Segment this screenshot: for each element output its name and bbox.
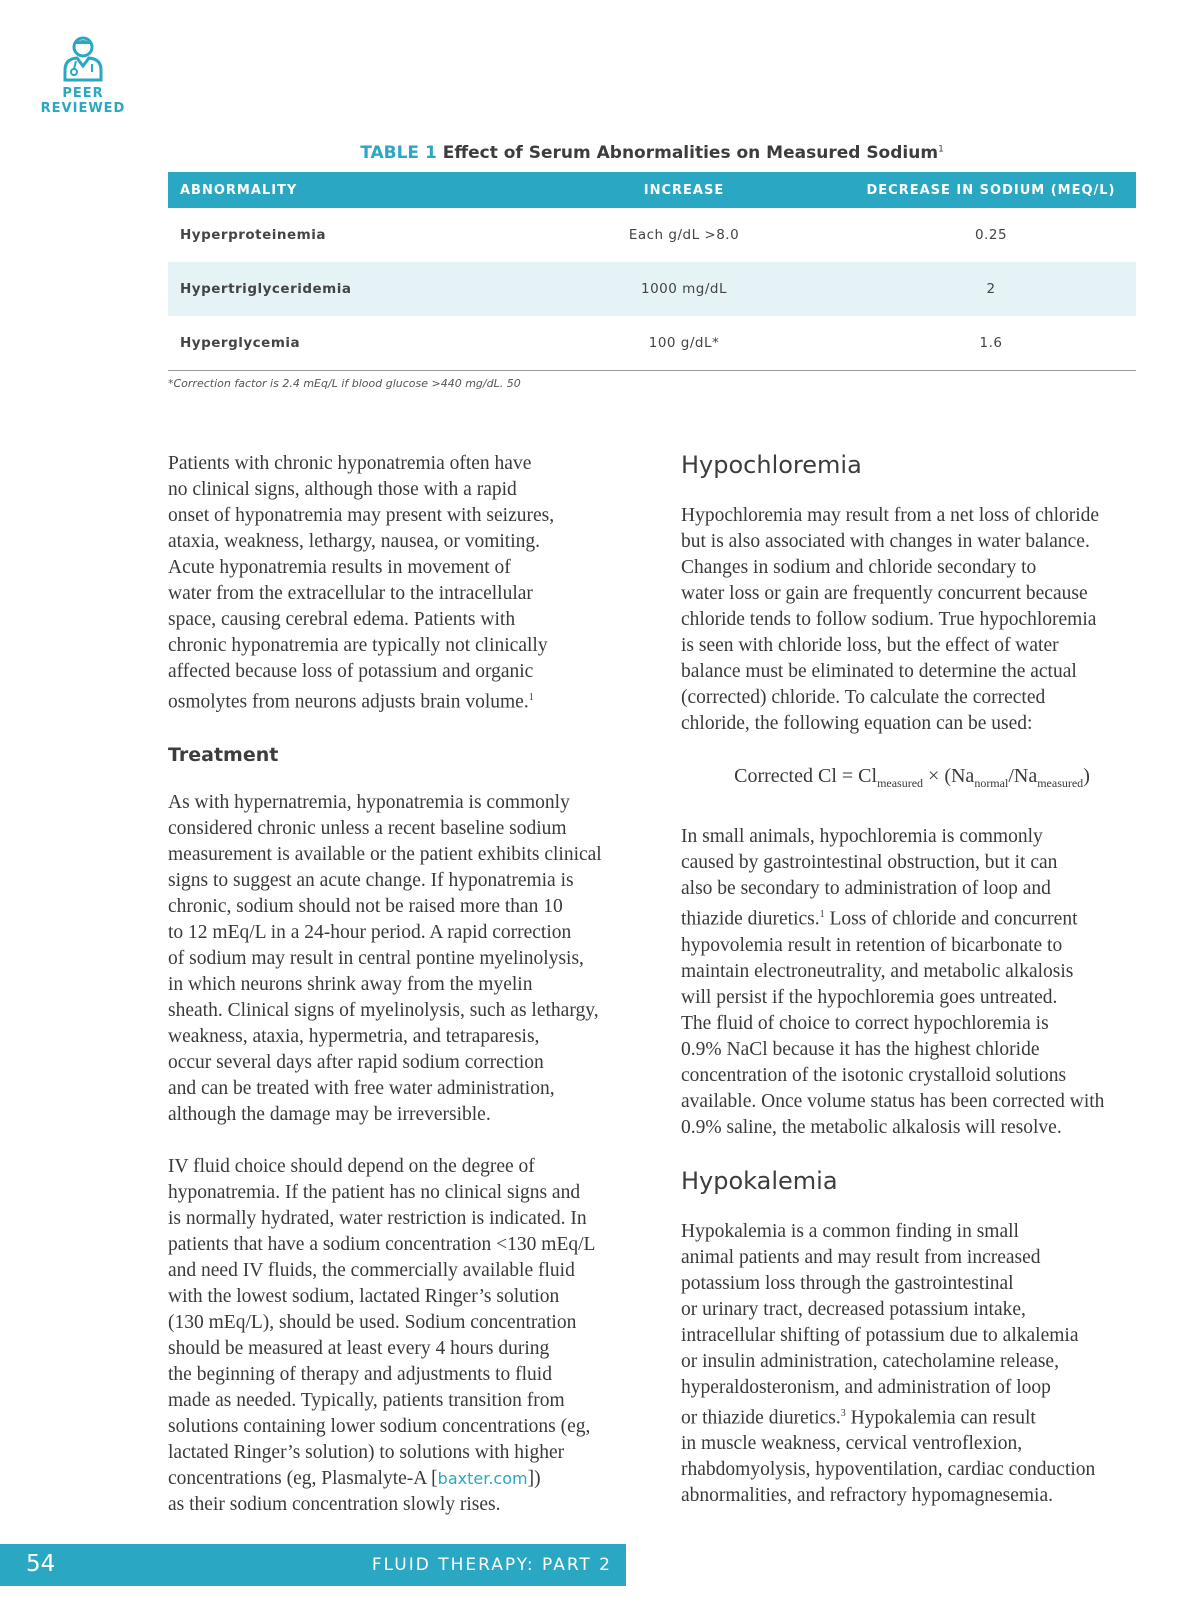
page-footer: [0, 1544, 626, 1586]
table-label: TABLE 1: [360, 143, 437, 163]
citation-ref: 3: [840, 1407, 846, 1419]
paragraph-iv-fluid: [168, 1154, 628, 1518]
baxter-link[interactable]: baxter.com: [437, 1468, 528, 1488]
cell-decrease: 0.25: [974, 227, 1008, 243]
cell-decrease: 1.6: [846, 316, 1136, 371]
eq-lhs: Corrected Cl = Cl: [734, 765, 878, 787]
paragraph-text: IV fluid choice should depend on the degree of hyponatremia. If the patient has no clinical signs and is normally hydrated, water restriction is indicated. In patients that have a sodium concentration <130 mEq/L and need IV fluids, the commercially available fluid with the lowest sodium, lactated Ringer’s solution (130 mEq/L), should be used. Sodium concentration should be measured at least every 4 hours during the beginning of therapy and adjustments to fluid made as needed. Typically, patients transition from solutions containing lower sodium concentrations (eg, lactated Ringer’s solution) to solutions with higher concentrations (eg, Plasmalyte-A [: [168, 1155, 596, 1489]
table-caption: Effect of Serum Abnormalities on Measured Sodium: [442, 143, 939, 163]
badge-line-2: REVIEWED: [40, 101, 126, 116]
paragraph-text: Hypokalemia is a common finding in small animal patients and may result from increased potassium loss through the gastrointestinal or urinary tract, decreased potassium intake, intracellular shifting of potassium due to alkalemia or insulin administration, catecholamine release, hyperaldosteronism, and administration of loop or thiazide diuretics.: [681, 1220, 1079, 1428]
cell-abnormality: Hypertriglyceridemia: [168, 262, 522, 316]
footer-title: FLUID THERAPY: PART 2: [371, 1555, 612, 1575]
citation-ref: 1: [819, 909, 825, 920]
cell-increase: Each g/dL >8.0: [628, 227, 740, 243]
eq-sub-measured: measured: [877, 776, 924, 790]
header-abnormality: ABNORMALITY: [168, 172, 522, 208]
page-number: 54: [26, 1551, 56, 1577]
cell-increase: 100 g/dL*: [522, 316, 846, 371]
table-title: [168, 143, 1136, 163]
header-increase: INCREASE: [522, 172, 846, 208]
sodium-table: [168, 172, 1136, 371]
table-row: [168, 208, 1136, 262]
paragraph-text: In small animals, hypochloremia is commonly caused by gastrointestinal obstruction, but it can also be secondary to administration of loop and thiazide diuretics.: [681, 826, 1058, 930]
peer-reviewed-badge: [40, 34, 126, 116]
eq-sub-measured-2: measured: [1037, 776, 1084, 790]
header-decrease: DECREASE IN SODIUM (MEQ/L): [846, 172, 1136, 208]
citation-ref: 1: [528, 692, 534, 703]
paragraph-hypokalemia: [681, 1219, 1143, 1510]
cell-increase: 1000 mg/dL: [522, 262, 846, 316]
paragraph-text-end: Hypokalemia can result in muscle weakness, cervical ventroflexion, rhabdomyolysis, hypoventilation, cardiac conduction abnormalities, and refractory hypomagnesemia.: [681, 1407, 1096, 1506]
table-footnote: *Correction factor is 2.4 mEq/L if blood glucose >440 mg/dL. 50: [168, 377, 521, 390]
paragraph-hypochloremia-causes: [681, 824, 1143, 1141]
table-title-ref: 1: [938, 144, 944, 155]
cell-abnormality: Hyperglycemia: [168, 316, 522, 371]
eq-mid: × (Na: [923, 765, 975, 787]
eq-sub-normal: normal: [974, 776, 1009, 790]
eq-slash: /Na: [1008, 765, 1038, 787]
right-column: [681, 451, 1143, 1535]
badge-line-1: PEER: [62, 86, 104, 101]
paragraph-hypochloremia: Hypochloremia may result from a net loss of chloride but is also associated with changes in water balance. Changes in sodium and chloride secondary to water loss or gain are frequently concurrent because chloride tends to follow sodium. True hypochloremia is seen with chloride loss, but the effect of water balance must be eliminated to determine the actual (corrected) chloride. To calculate the corrected chloride, the following equation can be used:: [681, 505, 1100, 734]
treatment-heading: Treatment: [168, 743, 279, 766]
table-row: [168, 262, 1136, 316]
paragraph-text-end: Loss of chloride and concurrent hypovolemia result in retention of bicarbonate to maintain electroneutrality, and metabolic alkalosis will persist if the hypochloremia goes untreated. The fluid of choice to correct hypochloremia is 0.9% NaCl because it has the highest chloride concentration of the isotonic crystalloid solutions available. Once volume status has been corrected with 0.9% saline, the metabolic alkalosis will resolve.: [681, 908, 1105, 1138]
table-header-row: [168, 172, 1136, 208]
doctor-icon: [60, 34, 106, 82]
hypokalemia-heading: Hypokalemia: [681, 1166, 838, 1195]
paragraph-hyponatremia-signs: [168, 451, 628, 716]
eq-close: ): [1083, 765, 1090, 787]
paragraph-text-end: ]) as their sodium concentration slowly rises.: [168, 1467, 541, 1515]
corrected-chloride-equation: [681, 763, 1143, 796]
paragraph-treatment: As with hypernatremia, hyponatremia is commonly considered chronic unless a recent baseline sodium measurement is available or the patient exhibits clinical signs to suggest an acute change. If hyponatremia is chronic, sodium should not be raised more than 10 to 12 mEq/L in a 24-hour period. A rapid correction of sodium may result in central pontine myelinolysis, in which neurons shrink away from the myelin sheath. Clinical signs of myelinolysis, such as lethargy, weakness, ataxia, hypermetria, and tetraparesis, occur several days after rapid sodium correction and can be treated with free water administration, although the damage may be irreversible.: [168, 791, 602, 1125]
cell-decrease: 2: [846, 262, 1136, 316]
left-column: [168, 451, 628, 1544]
table-row: [168, 316, 1136, 371]
cell-abnormality: Hyperproteinemia: [180, 227, 326, 243]
hypochloremia-heading: Hypochloremia: [681, 451, 862, 479]
paragraph-text: Patients with chronic hyponatremia often have no clinical signs, although those with a rapid onset of hyponatremia may present with seizures, ataxia, weakness, lethargy, nausea, or vomiting. Acute hyponatremia results in movement of water from the extracellular to the intracellular space, causing cerebral edema. Patients with chronic hyponatremia are typically not clinically affected because loss of potassium and organic osmolytes from neurons adjusts brain volume.: [168, 453, 555, 713]
